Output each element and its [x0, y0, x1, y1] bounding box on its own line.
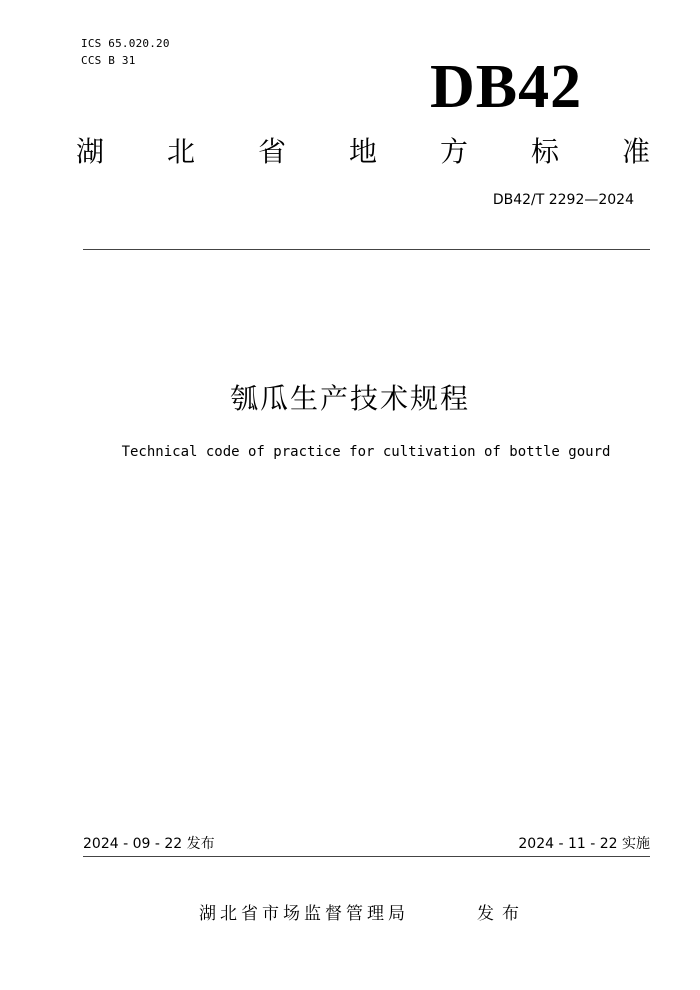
ccs-code: CCS B 31 — [81, 54, 136, 67]
standard-type-char: 标 — [530, 135, 559, 168]
standard-type-char: 省 — [257, 135, 286, 168]
standard-type-heading — [73, 132, 653, 172]
bottom-divider — [83, 856, 650, 857]
issuing-authority: 湖北省市场监督管理局 — [199, 904, 409, 924]
standard-type-char: 准 — [621, 135, 650, 168]
issuing-action: 发布 — [477, 904, 527, 924]
standard-type-char: 北 — [166, 135, 195, 168]
implementation-date: 2024 - 11 - 22 实施 — [518, 836, 650, 852]
standard-number: DB42/T 2292—2024 — [492, 192, 634, 208]
issue-date: 2024 - 09 - 22 发布 — [83, 836, 215, 852]
top-divider — [83, 249, 650, 250]
document-title-english: Technical code of practice for cultivation of bottle gourd — [121, 444, 611, 460]
db42-logo: DB42 — [430, 53, 583, 121]
ics-code: ICS 65.020.20 — [81, 37, 170, 50]
standard-type-char: 地 — [348, 135, 377, 168]
standard-type-char: 方 — [439, 135, 468, 168]
document-title: 瓠瓜生产技术规程 — [229, 382, 470, 415]
standard-type-char: 湖 — [75, 135, 104, 168]
